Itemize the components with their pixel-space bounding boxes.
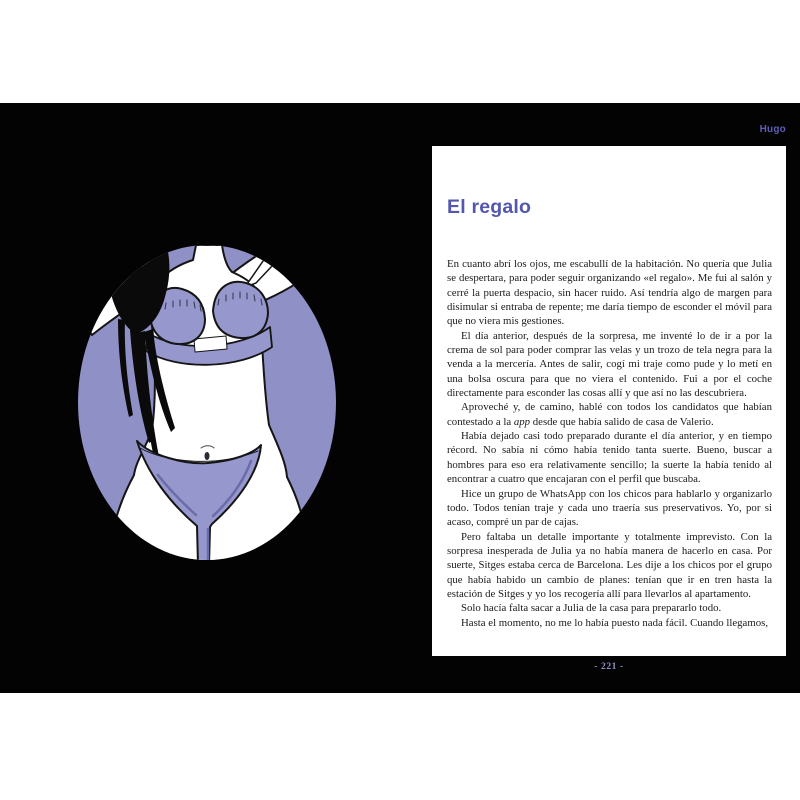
- chapter-illustration: [60, 235, 355, 570]
- bra-center-clasp: [194, 336, 227, 352]
- paragraph-5: Hice un grupo de WhatsApp con los chicos para hablarlo y organizarlo todo. Todos tenían traje y cada uno traería sus preservativos. Yo, por si acaso, compré un par de cajas.: [447, 487, 772, 529]
- body-text: [447, 257, 772, 630]
- book-page: [432, 146, 786, 656]
- paragraph-1: En cuanto abrí los ojos, me escabullí de la habitación. No quería que Julia se despertara, para poder seguir organizando «el regalo». Me fui al salón y cerré la puerta despacio, sin hacer ruido. Así tendría algo de margen para disimular si entraba de repente; me daría tiempo de esconder el móvil para que no viera mis gestiones.: [447, 258, 772, 328]
- chapter-title: El regalo: [447, 196, 532, 218]
- paragraph-6: Pero faltaba un detalle importante y totalmente imprevisto. Con la sorpresa inesperada de Julia ya no había manera de hacerlo en casa. Por suerte, Sitges estaba cerca de Barcelona. Les dije a los chicos por el grupo que había habido un cambio de planes: tenían que ir en tren hasta la estación de Sitges y yo los recogería allí para llevarlos al apartamento.: [447, 530, 772, 600]
- paragraph-7: Solo hacía falta sacar a Julia de la casa para prepararlo todo.: [461, 602, 722, 615]
- bra-right-cup: [213, 282, 268, 338]
- running-header-author: Hugo: [759, 124, 786, 135]
- paragraph-8: Hasta el momento, no me lo había puesto nada fácil. Cuando llegamos,: [461, 616, 769, 629]
- paragraph-2: El día anterior, después de la sorpresa, me inventé lo de ir a por la crema de sol para poder comprar las velas y un trozo de tela negra para la venda a la mercería. Antes de salir, cogí mi traje como pude y lo metí en una bolsa oscura para que no viera el contenido. Fui a por el coche directamente para esconder las cosas allí y que así no las descubriera.: [447, 329, 772, 400]
- paragraph-3: Aproveché y, de camino, hablé con todos los candidatos que habían contestado a la app desde que había salido de casa de Valerio.: [447, 401, 772, 428]
- page-number: - 221 -: [594, 662, 624, 672]
- paragraph-4: Había dejado casi todo preparado durante el día anterior, y en tiempo récord. No sabía ni cómo había tenido tanta suerte. Bueno, buscar a hombres para eso era relativamente sencillo; la suerte la había tenido al encontrar a cuatro que encajaran con el perfil que buscaba.: [447, 430, 772, 486]
